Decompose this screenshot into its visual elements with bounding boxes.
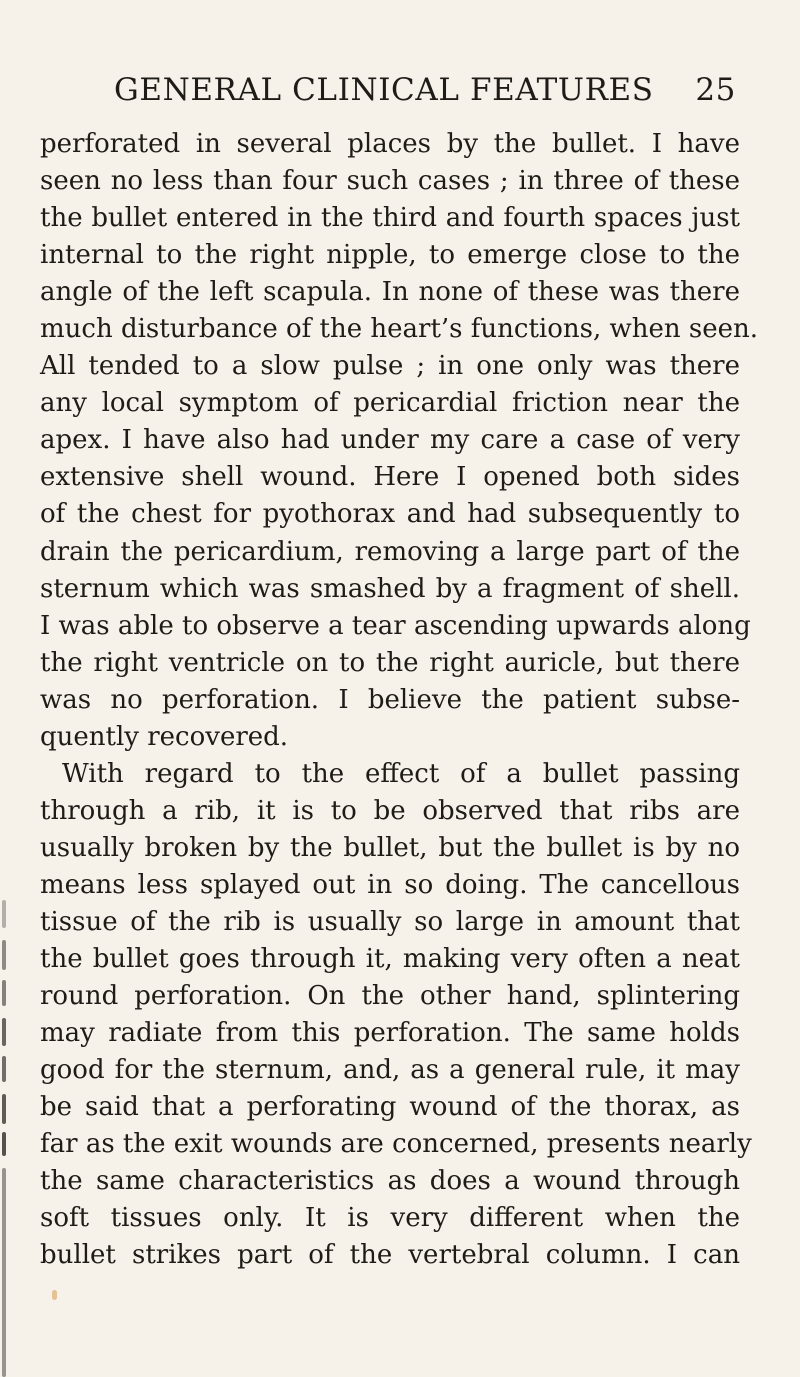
text-line: far as the exit wounds are concerned, presents nearly: [40, 1129, 752, 1160]
text-line: I was able to observe a tear ascending upwards along: [40, 610, 751, 641]
text-line: means less splayed out in so doing. The cancellous: [40, 869, 740, 900]
text-line: of the chest for pyothorax and had subsequently to: [40, 499, 740, 530]
text-line: through a rib, it is to be observed that ribs are: [40, 795, 740, 826]
text-line: usually broken by the bullet, but the bullet is by no: [40, 832, 740, 863]
text-line: quently recovered.: [40, 721, 289, 752]
page-edge-shadow: [0, 900, 14, 1377]
text-line: With regard to the effect of a bullet passing: [62, 758, 740, 789]
text-line: seen no less than four such cases ; in three of these: [40, 166, 740, 197]
text-line: the right ventricle on to the right auricle, but there: [40, 647, 740, 678]
text-line: extensive shell wound. Here I opened both sides: [40, 462, 740, 493]
text-line: All tended to a slow pulse ; in one only was there: [40, 351, 740, 382]
text-line: round perforation. On the other hand, splintering: [40, 981, 740, 1012]
chapter-title: GENERAL CLINICAL FEATURES: [114, 72, 654, 108]
text-line: sternum which was smashed by a fragment of shell.: [40, 573, 740, 604]
text-line: perforated in several places by the bullet. I have: [40, 129, 740, 159]
text-line: was no perforation. I believe the patient subse-: [40, 684, 740, 715]
body-text: [40, 126, 758, 1274]
running-head: [114, 70, 736, 110]
text-line: bullet strikes part of the vertebral column. I can: [40, 1240, 740, 1271]
text-line: the same characteristics as does a wound through: [40, 1166, 740, 1197]
text-line: the bullet entered in the third and fourth spaces just: [40, 203, 740, 234]
text-line: angle of the left scapula. In none of these was there: [40, 277, 740, 308]
text-line: may radiate from this perforation. The same holds: [40, 1018, 740, 1049]
text-line: tissue of the rib is usually so large in amount that: [40, 906, 740, 937]
page-smudge: [52, 1290, 57, 1300]
page-number: 25: [695, 72, 736, 108]
text-line: the bullet goes through it, making very often a neat: [40, 944, 740, 975]
text-line: much disturbance of the heart’s functions, when seen.: [40, 314, 758, 345]
text-line: good for the sternum, and, as a general rule, it may: [40, 1055, 740, 1086]
text-line: drain the pericardium, removing a large part of the: [40, 536, 740, 567]
text-line: apex. I have also had under my care a case of very: [40, 425, 740, 456]
text-line: any local symptom of pericardial friction near the: [40, 388, 740, 419]
text-line: internal to the right nipple, to emerge close to the: [40, 240, 740, 271]
text-line: soft tissues only. It is very different when the: [40, 1203, 740, 1234]
text-line: be said that a perforating wound of the thorax, as: [40, 1092, 740, 1123]
